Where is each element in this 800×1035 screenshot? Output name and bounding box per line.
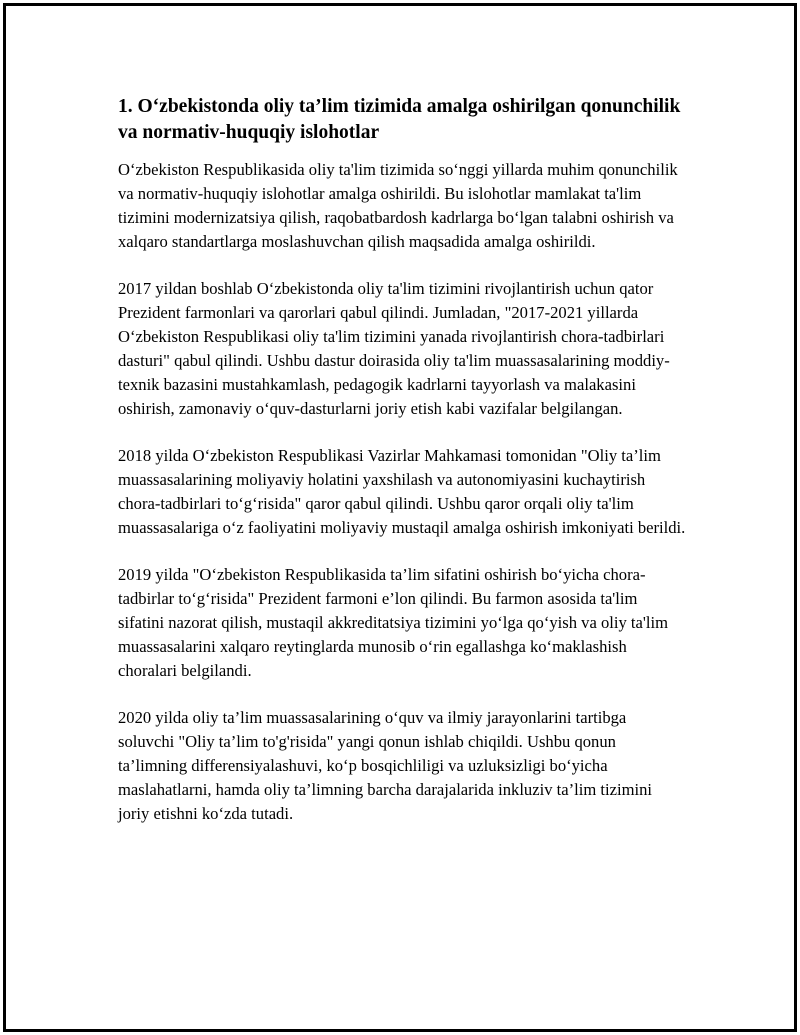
document-body bbox=[118, 94, 686, 849]
paragraph-intro: O‘zbekiston Respublikasida oliy ta'lim tizimida so‘nggi yillarda muhim qonunchilik va normativ-huquqiy islohotlar amalga oshirildi. Bu islohotlar mamlakat ta'lim tizimini modernizatsiya qilish, raqobatbardosh kadrlarga bo‘lgan talabni oshirish va xalqaro standartlarga moslashuvchan qilish maqsadida amalga oshirildi. bbox=[118, 160, 678, 251]
paragraph-2017: 2017 yildan boshlab O‘zbekistonda oliy ta'lim tizimini rivojlantirish uchun qator Prezident farmonlari va qarorlari qabul qilindi. Jumladan, "2017-2021 yillarda O‘zbekiston Respublikasi oliy ta'lim tizimini yanada rivojlantirish chora-tadbirlari dasturi" qabul qilindi. Ushbu dastur doirasida oliy ta'lim muassasalarining moddiy-texnik bazasini mustahkamlash, pedagogik kadrlarni tayyorlash va malakasini oshirish, zamonaviy o‘quv-dasturlarni joriy etish kabi vazifalar belgilangan. bbox=[118, 279, 670, 418]
paragraph-2018: 2018 yilda O‘zbekiston Respublikasi Vazirlar Mahkamasi tomonidan "Oliy ta’lim muassasalarining moliyaviy holatini yaxshilash va autonomiyasini kuchaytirish chora-tadbirlari to‘g‘risida" qaror qabul qilindi. Ushbu qaror orqali oliy ta'lim muassasalariga o‘z faoliyatini moliyaviy mustaqil amalga oshirish imkoniyati berildi. bbox=[118, 446, 686, 537]
paragraph-2019: 2019 yilda "O‘zbekiston Respublikasida ta’lim sifatini oshirish bo‘yicha chora-tadbirlar to‘g‘risida" Prezident farmoni e’lon qilindi. Bu farmon asosida ta'lim sifatini nazorat qilish, mustaqil akkreditatsiya tizimini yo‘lga qo‘yish va oliy ta'lim muassasalarini xalqaro reytinglarda munosib o‘rin egallashga ko‘maklashish choralari belgilandi. bbox=[118, 565, 669, 680]
section-heading: 1. O‘zbekistonda oliy ta’lim tizimida amalga oshirilgan qonunchilik va normativ-huquqiy islohotlar bbox=[118, 96, 681, 143]
paragraph-2020: 2020 yilda oliy ta’lim muassasalarining o‘quv va ilmiy jarayonlarini tartibga soluvchi "Oliy ta’lim to'g'risida" yangi qonun ishlab chiqildi. Ushbu qonun ta’limning differensiyalashuvi, ko‘p bosqichliligi va uzluksizligi bo‘yicha maslahatlarni, hamda oliy ta’limning barcha darajalarida inkluziv ta’lim tizimini joriy etishni ko‘zda tutadi. bbox=[118, 708, 653, 823]
